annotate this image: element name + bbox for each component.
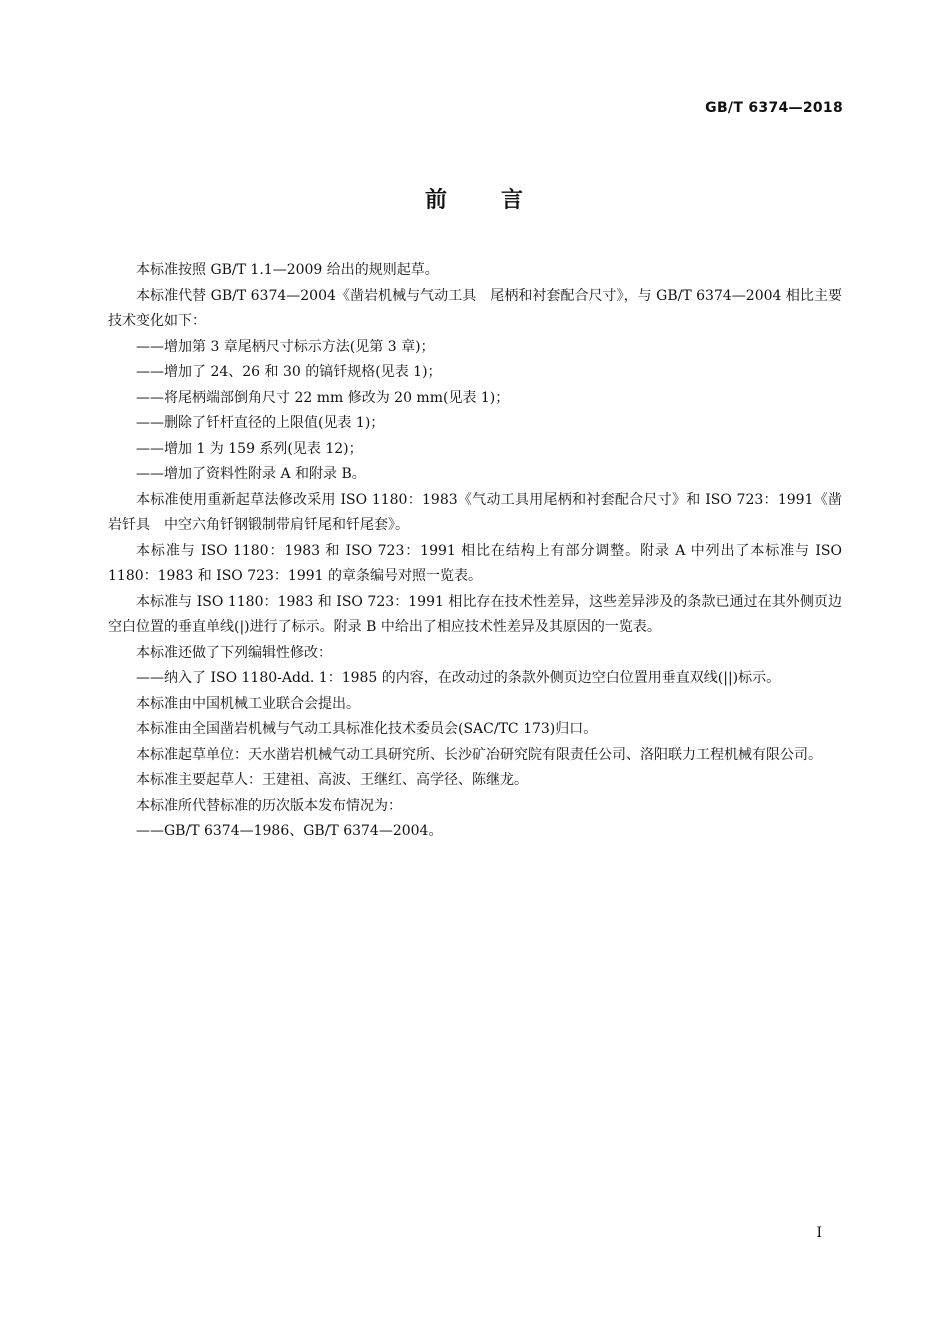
history-item: ——GB/T 6374—1986、GB/T 6374—2004。: [136, 823, 443, 839]
title-char-2: 言: [501, 188, 526, 213]
change-item: ——将尾柄端部倒角尺寸 22 mm 修改为 20 mm(见表 1)；: [136, 389, 510, 406]
standard-code: GB/T 6374—2018: [705, 100, 843, 116]
change-item: ——增加了资料性附录 A 和附录 B。: [136, 466, 366, 482]
page-title: [0, 183, 950, 214]
paragraph-drafting-units: 本标准起草单位：天水凿岩机械气动工具研究所、长沙矿冶研究院有限责任公司、洛阳联力工程机械有限公司。: [136, 746, 822, 763]
paragraph-history: 本标准所代替标准的历次版本发布情况为：: [136, 797, 402, 814]
title-char-1: 前: [424, 188, 449, 213]
paragraph-drafters: 本标准主要起草人：王建祖、高波、王继红、高学径、陈继龙。: [136, 772, 528, 788]
change-item: ——增加 1 为 159 系列(见表 12)；: [136, 440, 363, 457]
paragraph-under-jurisdiction: 本标准由全国凿岩机械与气动工具标准化技术委员会(SAC/TC 173)归口。: [136, 721, 598, 737]
paragraph-adoption: 本标准使用重新起草法修改采用 ISO 1180：1983《气动工具用尾柄和衬套配合尺寸》和 ISO 723：1991《凿岩钎具 中空六角钎钢锻制带肩钎尾和钎尾套》。: [108, 491, 842, 533]
page-number: I: [816, 1225, 822, 1241]
change-item: ——增加了 24、26 和 30 的镐钎规格(见表 1)；: [136, 364, 442, 380]
paragraph-editorial: 本标准还做了下列编辑性修改：: [136, 644, 332, 661]
editorial-item: ——纳入了 ISO 1180-Add. 1：1985 的内容，在改动过的条款外侧页边空白位置用垂直双线(||)标示。: [136, 670, 781, 686]
paragraph-technical-differences: 本标准与 ISO 1180：1983 和 ISO 723：1991 相比存在技术性差异，这些差异涉及的条款已通过在其外侧页边空白位置的垂直单线(|)进行了标示。附录 B 中给出了相应技术性差异及其原因的一览表。: [108, 593, 842, 635]
paragraph-replaces: 本标准代替 GB/T 6374—2004《凿岩机械与气动工具 尾柄和衬套配合尺寸》，与 GB/T 6374—2004 相比主要技术变化如下：: [108, 287, 842, 329]
paragraph-drafting-rule: 本标准按照 GB/T 1.1—2009 给出的规则起草。: [136, 262, 439, 278]
paragraph-structure: 本标准与 ISO 1180：1983 和 ISO 723：1991 相比在结构上有部分调整。附录 A 中列出了本标准与 ISO 1180：1983 和 ISO 723：1991 的章条编号对照一览表。: [108, 542, 842, 584]
foreword-body: [108, 258, 842, 845]
change-item: ——删除了钎杆直径的上限值(见表 1)；: [136, 415, 385, 431]
change-item: ——增加第 3 章尾柄尺寸标示方法(见第 3 章)；: [136, 338, 435, 355]
paragraph-proposed-by: 本标准由中国机械工业联合会提出。: [136, 695, 360, 712]
